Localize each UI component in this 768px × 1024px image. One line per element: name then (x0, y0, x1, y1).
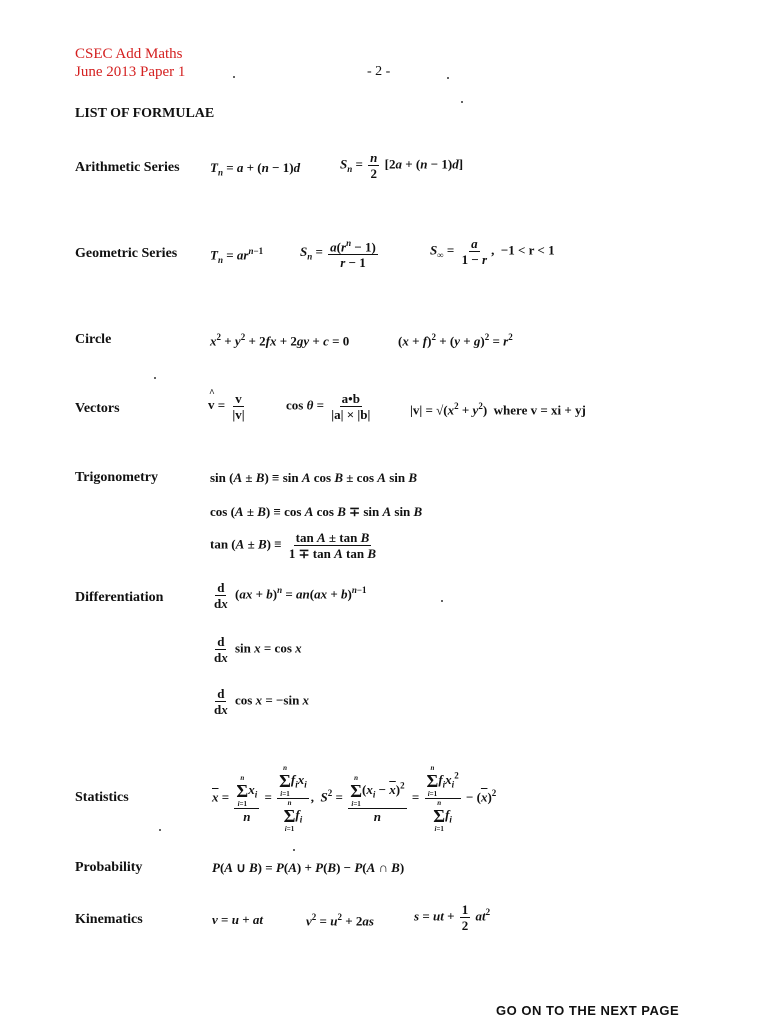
trigonometry-label: Trigonometry (75, 470, 158, 485)
arithmetic-nth-term-formula: $T_n = a + (n - 1)d$ (210, 160, 301, 178)
probability-label: Probability (75, 860, 143, 875)
dot-product-angle-formula: cos θ = $\frac{a•b}{|a| \times |b|}$ (286, 391, 371, 422)
circle-label: Circle (75, 332, 112, 347)
scan-speck (441, 600, 443, 602)
kinematics-displacement-formula: s = ut + $\frac{1}{2}$ $at^2$ (414, 902, 491, 933)
cosine-compound-formula: cos (A ± B) ≡ cos A cos B ∓ sin A sin B (210, 504, 423, 519)
kinematics-velocity-formula: v = u + at (212, 912, 263, 927)
scan-speck (233, 76, 235, 78)
page-title: LIST OF FORMULAE (75, 106, 215, 121)
header-course: CSEC Add Maths (75, 46, 183, 62)
kinematics-label: Kinematics (75, 912, 143, 927)
statistics-mean-variance-formulae: $\overline{x}$ = n Σ i=1 $x_i$ n = n Σ i=1 $f_ix_i$ n Σ i=1 $f_i$ , $S^2$ = n Σ i=1 $(x_i - \overline{x})^2$ n = n Σ i=1 $f_ix_i^2$ n Σ i=1 $f_i$ − $(\overline{x})^2$ (212, 764, 497, 833)
circle-general-formula: $x^2 + y^2 + 2fx + 2gy + c = 0$ (210, 332, 350, 349)
geometric-sum-formula: $S_n$ = $\frac{a(r^n - 1)}{r - 1}$ (300, 238, 376, 271)
derivative-power-formula: $\frac{d}{dx}$ (ax + b)$^n$ = an(ax + b)$^{n-1}$ (214, 580, 367, 611)
scan-speck (159, 829, 161, 831)
geometric-nth-term-formula: $T_n = ar^{n-1}$ (210, 246, 264, 265)
geometric-sum-infinity-formula: $S_\infty$ = $\frac{a}{1 - r}$ , −1 < r < 1 (430, 236, 555, 267)
scan-speck (461, 101, 463, 103)
header-paper: June 2013 Paper 1 (75, 64, 186, 80)
unit-vector-formula: v ^ = $\frac{v}{|v|}$ (208, 388, 245, 422)
vectors-label: Vectors (75, 401, 120, 416)
kinematics-velocity-squared-formula: $v^2 = u^2 + 2as$ (306, 912, 374, 929)
tangent-compound-formula: tan (A ± B) ≡ $\frac{\text{tan A ± tan B}}{\text{1 ∓ tan A tan B}}$ (210, 530, 376, 561)
probability-union-formula: P(A ∪ B) = P(A) + P(B) − P(A ∩ B) (212, 860, 405, 875)
scan-speck (447, 77, 449, 79)
arithmetic-series-label: Arithmetic Series (75, 160, 180, 175)
statistics-label: Statistics (75, 790, 129, 805)
scan-speck (154, 377, 156, 379)
page-number: - 2 - (367, 64, 391, 79)
geometric-condition: −1 < r < 1 (500, 242, 555, 258)
vector-where-text: where v = xi + yj (493, 402, 586, 418)
geometric-series-label: Geometric Series (75, 246, 178, 261)
circle-centre-radius-formula: $(x + f)^2 + (y + g)^2 = r^2$ (398, 332, 513, 349)
derivative-sine-formula: $\frac{d}{dx}$ sin x = cos x (214, 634, 302, 665)
derivative-cosine-formula: $\frac{d}{dx}$ cos x = −sin x (214, 686, 310, 717)
scan-speck (293, 849, 295, 851)
differentiation-label: Differentiation (75, 590, 164, 605)
arithmetic-sum-formula: $S_n$ = $\frac{n}{2}$ [2a + (n − 1)d] (340, 150, 464, 181)
footer-next-page: GO ON TO THE NEXT PAGE (496, 1003, 680, 1018)
vector-magnitude-formula: $|v| = √(x^2 + y^2)$ where v = xi + yj (410, 401, 586, 418)
sine-compound-formula: sin (A ± B) ≡ sin A cos B ± cos A sin B (210, 470, 418, 485)
